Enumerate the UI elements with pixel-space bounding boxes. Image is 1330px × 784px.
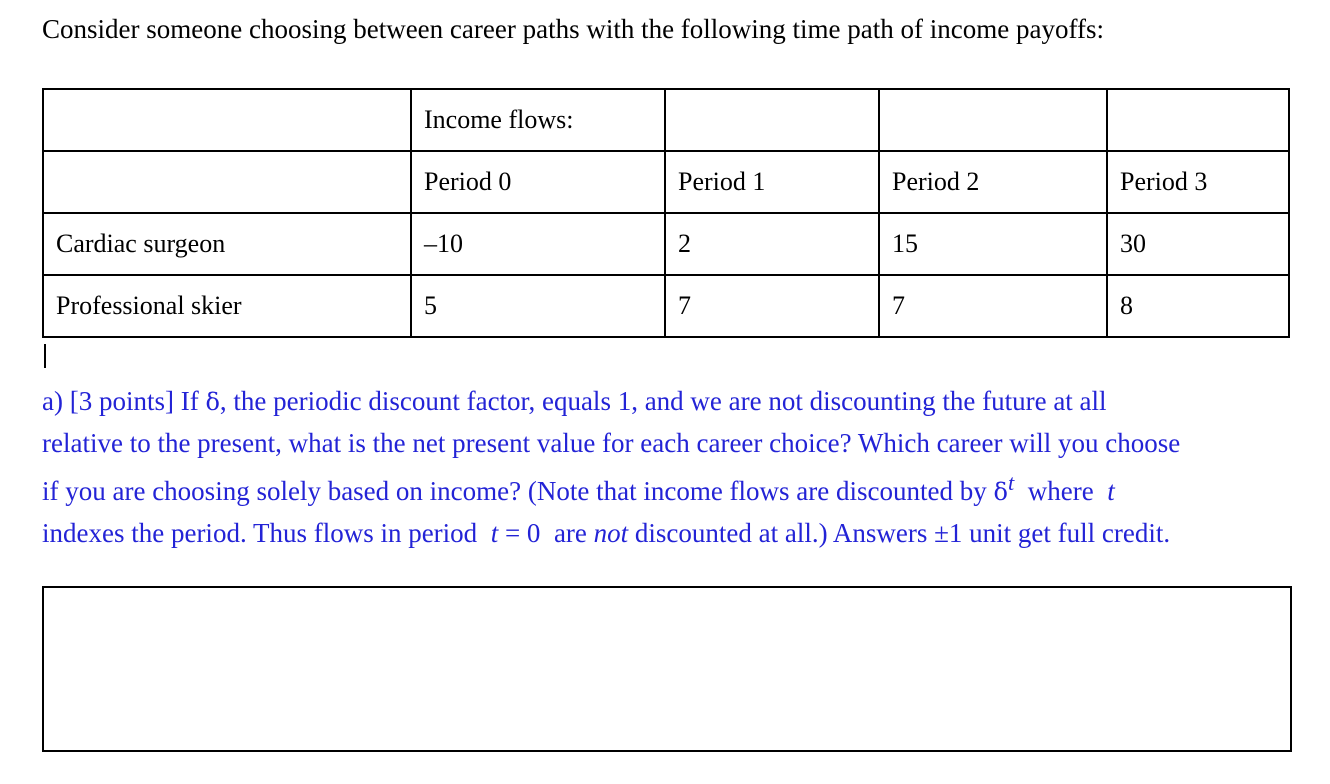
emphasis-not: not: [593, 517, 629, 548]
row-label: Professional skier: [43, 275, 411, 337]
table-cell: 7: [879, 275, 1107, 337]
delta-symbol: δ: [993, 478, 1008, 506]
table-cell: [43, 151, 411, 213]
table-cell: [43, 89, 411, 151]
question-a: [42, 381, 1302, 553]
table-cell: 30: [1107, 213, 1289, 275]
text-cursor: [44, 344, 46, 368]
table-cell: [1107, 89, 1289, 151]
table-cell: 7: [665, 275, 879, 337]
question-line: relative to the present, what is the net present value for each career choice? Which career will you choose: [42, 427, 1181, 458]
table-cell: –10: [411, 213, 665, 275]
table-cell: 2: [665, 213, 879, 275]
period-2-header: Period 2: [879, 151, 1107, 213]
income-table: [42, 88, 1290, 338]
income-flows-header: Income flows:: [411, 89, 665, 151]
period-0-header: Period 0: [411, 151, 665, 213]
table-cell: 5: [411, 275, 665, 337]
period-1-header: Period 1: [665, 151, 879, 213]
intro-text: Consider someone choosing between career paths with the following time path of income payoffs:: [42, 14, 1104, 44]
table-row: [43, 275, 1289, 337]
table-row: [43, 213, 1289, 275]
table-header-row: [43, 89, 1289, 151]
table-cell: [665, 89, 879, 151]
question-line: indexes the period. Thus flows in period t = 0 are not discounted at all.) Answers ±1 unit get full credit.: [42, 517, 1171, 548]
answer-box[interactable]: [42, 586, 1292, 752]
question-line: if you are choosing solely based on income? (Note that income flows are discounted by $\delta^t$ where t: [42, 470, 1115, 506]
period-3-header: Period 3: [1107, 151, 1289, 213]
delta-symbol: δ: [205, 388, 220, 416]
t-variable: t: [1107, 476, 1115, 506]
period-header-row: [43, 151, 1289, 213]
table-cell: [879, 89, 1107, 151]
question-line: a) [3 points] If δ, the periodic discount factor, equals 1, and we are not discounting the future at all: [42, 386, 1107, 416]
table-cell: 8: [1107, 275, 1289, 337]
table-cell: 15: [879, 213, 1107, 275]
row-label: Cardiac surgeon: [43, 213, 411, 275]
